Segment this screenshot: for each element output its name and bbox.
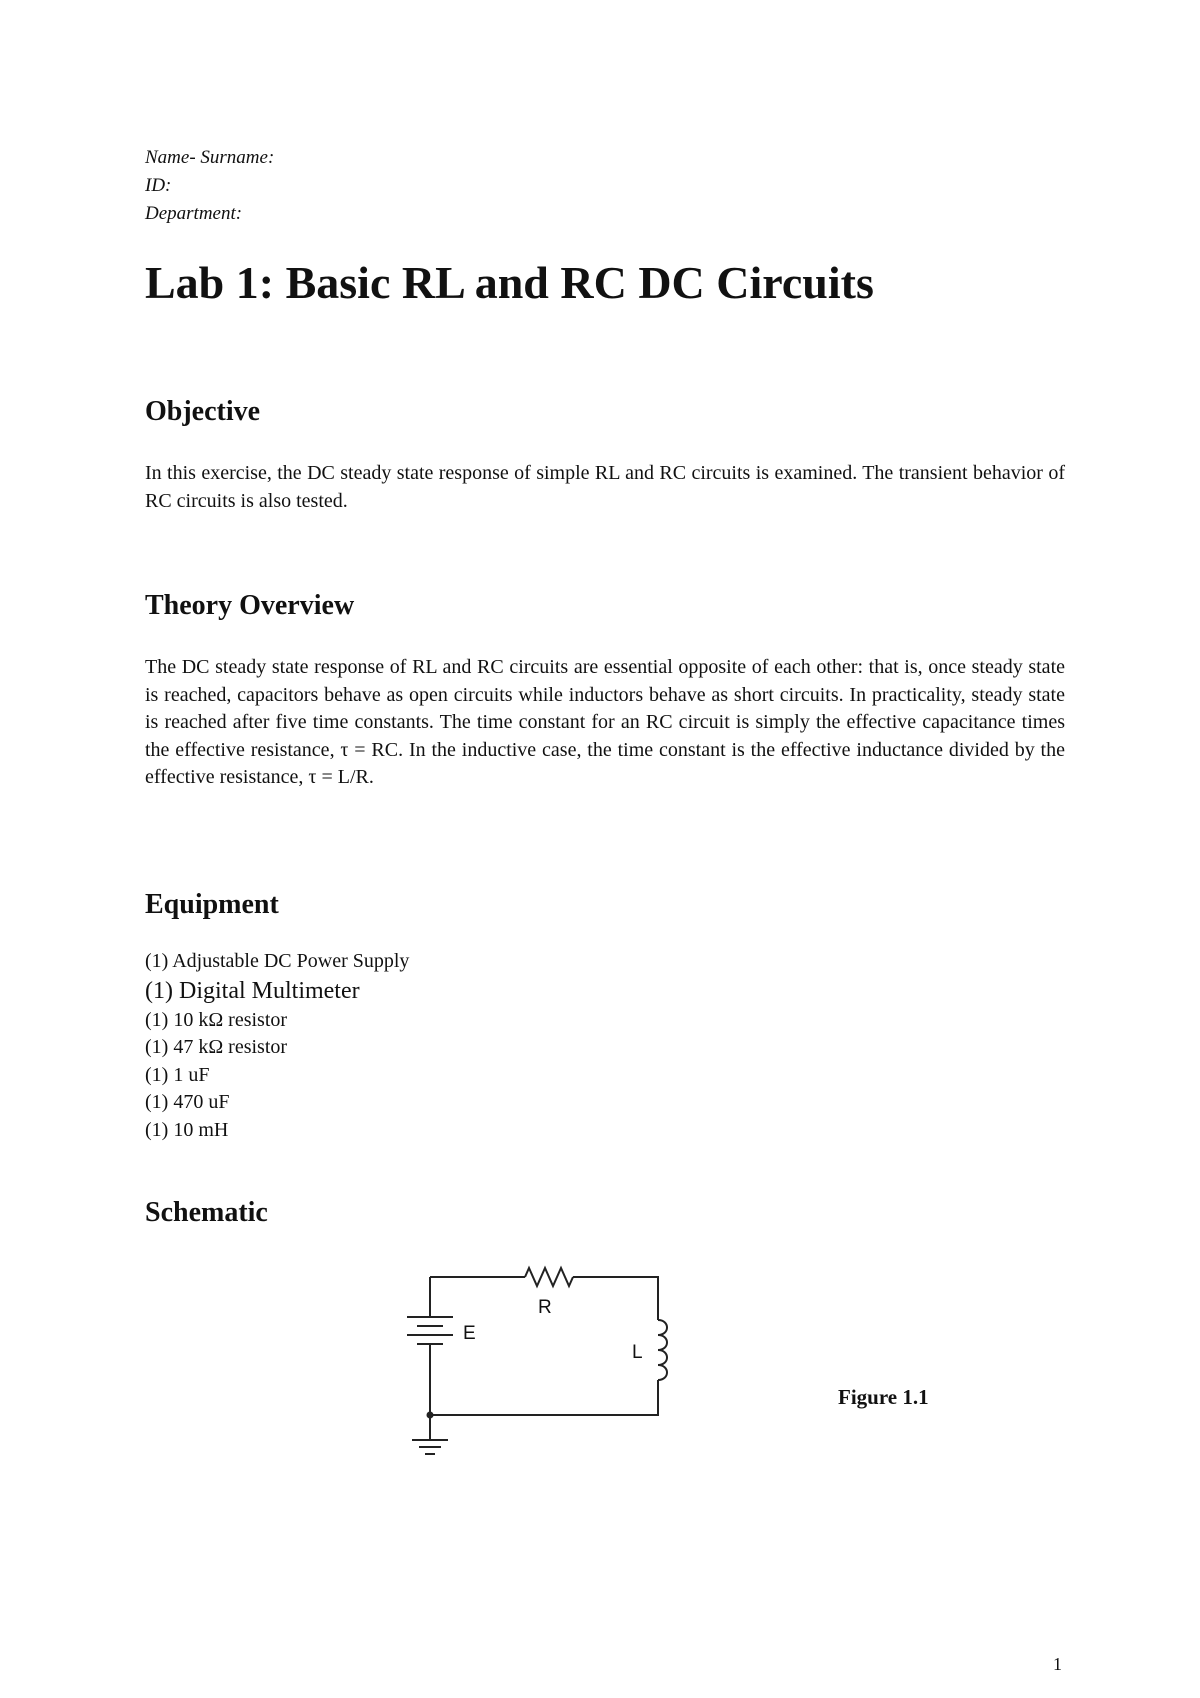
objective-heading: Objective [145,396,261,427]
equipment-item: (1) 10 kΩ resistor [145,1008,288,1031]
equipment-list [145,948,409,1144]
lab-title: Lab 1: Basic RL and RC DC Circuits [145,257,874,308]
source-label: E [463,1323,476,1344]
department-label: Department: [145,203,243,224]
name-surname-label: Name- Surname: [145,147,275,168]
equipment-item: (1) Digital Multimeter [145,977,360,1004]
equipment-item: (1) 47 kΩ resistor [145,1036,288,1058]
circuit-diagram [395,1255,685,1475]
equipment-item: (1) 10 mH [145,1118,229,1141]
inductor-label: L [632,1342,643,1363]
figure-caption: Figure 1.1 [838,1385,929,1409]
inductor-symbol [658,1320,667,1380]
equipment-heading: Equipment [145,889,279,920]
student-info-fields [145,144,274,228]
page-number: 1 [1053,1654,1062,1674]
rl-circuit-schematic [395,1255,685,1475]
objective-text: In this exercise, the DC steady state response of simple RL and RC circuits is examined. The transient behavior of RC circuits is also tested. [145,462,1065,512]
junction-dot [427,1412,434,1419]
equipment-item: (1) Adjustable DC Power Supply [145,950,410,972]
theory-heading: Theory Overview [145,590,355,621]
equipment-item: (1) 1 uF [145,1063,210,1086]
resistor-label: R [538,1297,552,1318]
wire-top-right [573,1277,658,1320]
id-label: ID: [145,175,172,196]
wire-bottom [430,1380,658,1415]
schematic-heading: Schematic [145,1197,268,1228]
theory-text: The DC steady state response of RL and RC circuits are essential opposite of each other: that is, once steady state is reached, capacitors behave as open circuits while inductors behave as short circuits. In practicality, steady state is reached after five time constants. The time constant for an RC circuit is simply the effective capacitance times the effective resistance, τ = RC. In the inductive case, the time constant is the effective inductance divided by the effective resistance, τ = L/R. [145,656,1065,788]
equipment-item: (1) 470 uF [145,1091,230,1113]
resistor-symbol [525,1268,573,1286]
